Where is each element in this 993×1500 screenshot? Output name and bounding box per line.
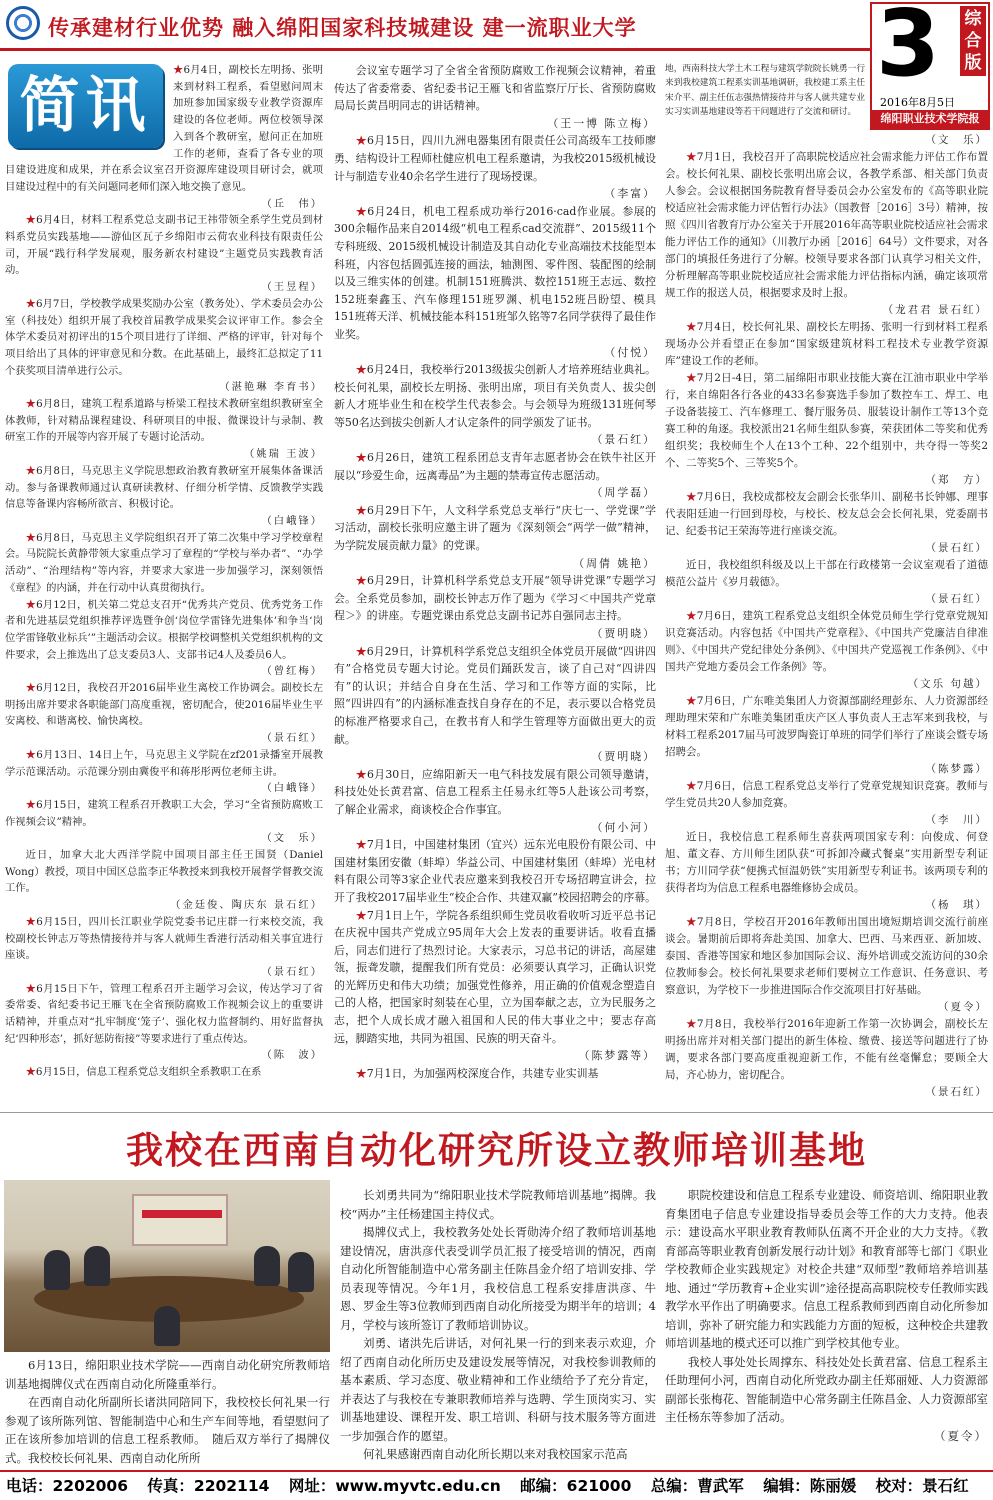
feature-photo xyxy=(4,1180,330,1352)
feature-column-3 xyxy=(665,1186,988,1466)
news-byline: （景石红） xyxy=(261,965,323,978)
news-byline: （白峨锋） xyxy=(261,514,323,527)
news-item: ★6月29日，计算机科学系党总支组织全体党员开展做“四讲四有”合格党员专题大讨论。党员们踊跃发言，谈了自己对“四讲四有”的认识；并结合自身在生活、学习和工作等方面的实际，比照“四讲四有”的内涵标准查找自身存在的不足，表示要以合格党员的标准严格要求自己，在教书育人和学生管理等方面做出更大的贡献。 xyxy=(334,644,656,746)
news-item: ★7月4日，校长何礼果、副校长左明扬、张明一行到材料工程系现场办公并看望正在参加“国家级建筑材料工程技术专业教学资源库”建设工作的老师。 xyxy=(665,321,988,367)
news-item: ★7月8日，学校召开2016年教师出国出境短期培训交流行前座谈会。暑期前后即将奔赴美国、加拿大、巴西、马来西亚、新加坡、泰国、香港等国家和地区参加国际会议、海外培训或交流访问的30余位教师参会。校长何礼果要求老师们要树立工作意识、任务意识、考察意识，为学校下一步推进国际合作交流项目打好基础。 xyxy=(665,916,988,996)
news-item: ★6月13日、14日上午，马克思主义学院在zf201录播室开展教学示范课活动。示范课分别由冀俊平和蒋彤彤两位老师主讲。 xyxy=(5,748,323,778)
news-item: ★6月15日，四川长江职业学院党委书记庄群一行来校交流，我校副校长钟志万等热情接待并与客人就师生香港行活动相关事宜进行座谈。 xyxy=(5,915,323,962)
news-byline: （景石红） xyxy=(591,433,656,447)
news-byline: （贾明晓） xyxy=(591,750,656,764)
news-byline: （李 川） xyxy=(925,814,988,826)
news-item: ★7月1日，中国建材集团（宜兴）远东光电股份有限公司、中国建材集团安徽（蚌埠）华益公司、中国建材集团（蚌埠）光电材料有限公司等3家企业代表应邀来到我校召开专场招聘宣讲会，拉开了我校2017届毕业生“校企合作、共建双赢”校园招聘会的序幕。 xyxy=(334,838,657,904)
news-item: ★6月15日，四川九洲电器集团有限责任公司高级车工技师廖勇、结构设计工程师杜健应机电工程系邀请，为我校2015级机械设计与制造专业40余名学生进行了现场授课。 xyxy=(334,134,656,183)
footer-zip: 邮编：621000 xyxy=(520,1477,632,1495)
star-icon: ★ xyxy=(25,598,37,611)
feature-paragraph: 我校人事处处长周撑东、科技处处长黄君富、信息工程系主任助理何小河，西南自动化所党政办副主任郑丽娅、人力资源部副部长张梅花、智能制造中心常务副主任陈昌金、人力资源部室主任杨东等参加了活动。 xyxy=(665,1354,988,1424)
news-item: ★6月8日，建筑工程系道路与桥梁工程技术教研室组织教研室全体教师，针对精品课程建设、科研项目的申报、微课设计与录制、教研室工作的开展等内容开展了专题讨论活动。 xyxy=(5,398,324,444)
masthead xyxy=(0,0,993,58)
star-icon: ★ xyxy=(686,780,697,792)
issue-number: 3 xyxy=(876,0,941,97)
news-byline: （郑 方） xyxy=(925,474,988,486)
news-item: ★7月8日，我校举行2016年迎新工作第一次协调会，副校长左明扬出席并对相关部门提出的新生体检、缴费、接送等问题进行了协调，要求各部门要高度重视迎新工作，不能有丝毫懈怠；要顾全大局，齐心协力，密切配合。 xyxy=(665,1018,988,1081)
section-tag: 综合版 xyxy=(960,6,986,76)
news-byline: （贾明晓） xyxy=(591,627,656,640)
star-icon: ★ xyxy=(686,695,697,707)
news-byline: （白峨锋） xyxy=(261,782,323,795)
footer-editor: 编辑：陈丽媛 xyxy=(763,1477,857,1495)
news-item: ★6月15日，建筑工程系召开教职工大会，学习“全省预防腐败工作视频会议”精神。 xyxy=(5,798,323,828)
news-column-3-top: 地，西南科技大学土木工程与建筑学院院长姚勇一行来到我校建筑工程系实训基地调研，我校建工系主任宋介平、副主任伍志强热情接待并与客人就共建专业实习实训基地建设等若干问题进行了交流和研讨。 xyxy=(665,64,865,117)
news-item: 会议室专题学习了全省全省预防腐败工作视频会议精神，着重传达了省委常委、省纪委书记王雁飞和省监察厅厅长、省预防腐败局局长黄昌明同志的讲话精神。 xyxy=(334,64,656,113)
news-byline: （陈梦露） xyxy=(925,763,988,775)
news-item: ★6月24日，我校举行2013级拔尖创新人才培养班结业典礼。校长何礼果，副校长左明扬、张明出席，项目有关负责人、拔尖创新人才班毕业生和在校学生代表参会。与会领导为班级131班何琴等50名达到拔尖创新人才认定条件的同学颁发了证书。 xyxy=(334,363,656,429)
news-item: ★7月1日，我校召开了高职院校适应社会需求能力评估工作布置会。校长何礼果、副校长张明出席会议，各教学系部、相关部门负责人参会。会议根据国务院教育督导委员会办公室发布的《高等职业院校适应社会需求能力评估暂行办法》（国教督［2016］3号）精神，按照《四川省教育厅办公室关于开展2016年高等职业院校适应社会需求能力评估工作的通知》（川教厅办函［2016］64号）文件要求，对各部门的填报任务进行了分解。校领导要求各部门认真学习相关文件，分析理解高等职业院校适应社会需求能力评估指标内涵，确定该项常规工作的报送人员，根据要求及时上报。 xyxy=(665,151,988,299)
news-item: ★6月8日，马克思主义学院组织召开了第二次集中学习学校章程会。马院院长黄静带领大家重点学习了章程的“学校与举办者”、“办学活动”、“治理结构”等内容，并要求大家进一步加强学习，深刻领悟《章程》的内涵，并在行动中认真贯彻执行。 xyxy=(5,531,324,594)
footer-fax: 传真：2202114 xyxy=(147,1477,270,1495)
news-byline: （夏令） xyxy=(938,1001,988,1013)
footer-phone: 电话：2202006 xyxy=(6,1477,128,1495)
news-column-3 xyxy=(665,132,988,1108)
star-icon: ★ xyxy=(686,610,697,622)
section-divider xyxy=(0,1112,993,1113)
news-byline: （姚瑞 王波） xyxy=(243,448,323,461)
news-item: 近日，我校组织科级及以上干部在行政楼第一会议室观看了道德模范公益片《岁月载德》。 xyxy=(665,559,988,588)
star-icon: ★ xyxy=(25,798,37,811)
news-item: 近日，加拿大北大西洋学院中国项目部主任王国贤（Daniel Wong）教授，项目中国区总监李正华教授来到我校开展督学督教交流工作。 xyxy=(5,849,323,895)
news-item: ★6月24日，机电工程系成功举行2016·cad作业展。参展的300余幅作品来自2014级“机电工程系cad交流群”、2015级11个专科班级、2015级机械设计制造及其自动化专业高端技术技能型本科班，内容包括圆弧连接的画法，轴测图、零件图、装配图的绘制以及三维实体的创建。机制151班腾洪、数控151班王志远、数控152班秦鑫玉、汽车修理151班罗渊、机电152班吕盼望、模具151班蒋天洋、机械技能本科151班邹久铭等7名同学获得了最佳作业奖。 xyxy=(334,204,656,341)
projection-screen xyxy=(132,1194,228,1246)
footer-proofreader: 校对：景石红 xyxy=(875,1477,969,1495)
star-icon: ★ xyxy=(686,151,697,163)
news-byline: （王昱程） xyxy=(261,281,323,294)
news-item: ★6月4日，材料工程系党总支副书记王祎带领全系学生党员到材料系党员实践基地——游仙区瓦子乡绵阳市云荷农业科技有限责任公司，开展“践行科学发展观，服务新农村建设”主题党员实践教育活动。 xyxy=(5,214,324,277)
news-byline: （周学磊） xyxy=(591,486,656,500)
footer xyxy=(0,1470,993,1500)
news-byline: （文 乐） xyxy=(261,832,323,845)
news-item: ★6月12日，机关第二党总支召开“优秀共产党员、优秀党务工作者和先进基层党组织推荐评选暨争创‘岗位学雷锋先进集体’和争当‘岗位学雷锋敬业标兵’”主题活动会议。根据学校调整机关党组织机构的文件要求，会上推选出了总支委员3人、支部书记4人及委员6人。 xyxy=(5,598,323,661)
star-icon: ★ xyxy=(686,1018,697,1030)
news-byline: （付悦） xyxy=(604,345,656,359)
news-byline: （景石红） xyxy=(925,1086,988,1098)
news-item: ★6月12日，我校召开2016届毕业生离校工作协调会。副校长左明扬出席并要求各职能部门高度重视，密切配合，使2016届毕业生平安离校、和谐离校、愉快离校。 xyxy=(5,682,323,728)
star-icon: ★ xyxy=(686,491,697,503)
school-logo-icon xyxy=(6,6,40,40)
feature-paragraph: 刘勇、诸洪先后讲话，对何礼果一行的到来表示欢迎，介绍了西南自动化所历史及建设发展等情况，对我校参训教师的基本素质、学习态度、敬业精神和工作业绩给予了充分肯定，并表达了与我校在专兼职教师培养与选聘、学生顶岗实习、实训基地建设、课程开发、职工培训、科研与技术服务等方面进一步加强合作的愿望。 xyxy=(340,1336,656,1443)
issue-box xyxy=(870,2,990,130)
star-icon: ★ xyxy=(25,398,37,411)
feature-headline: 我校在西南自动化研究所设立教师培训基地 xyxy=(126,1128,867,1172)
news-item: ★6月7日，学校教学成果奖励办公室（教务处）、学术委员会办公室（科技处）组织开展了我校首届教学成果奖会议评审工作。参会全体学术委员对初评出的15个项目进行了详细、严格的评审，针对每个项目给出了具体的评审意见和分数。在此基础上，最终汇总拟定了11个获奖项目清单进行公示。 xyxy=(5,297,324,377)
news-column-1 xyxy=(5,62,323,1108)
news-item: ★7月1日，为加强两校深度合作，共建专业实训基 xyxy=(355,1066,599,1080)
news-item: ★7月6日，信息工程系党总支举行了党章党规知识竞赛。教师与学生党员共20人参加竞赛。 xyxy=(665,780,988,809)
news-byline: （文乐 句越） xyxy=(907,678,988,690)
star-icon: ★ xyxy=(355,134,367,148)
star-icon: ★ xyxy=(355,363,367,377)
star-icon: ★ xyxy=(25,915,37,928)
footer-chief-editor: 总编：曹武军 xyxy=(650,1477,744,1495)
star-icon: ★ xyxy=(355,767,367,781)
news-byline: （金廷俊、陶庆东 景石红） xyxy=(170,899,323,912)
news-item: ★7月1日上午，学院各系组织师生党员收看收听习近平总书记在庆祝中国共产党成立95周年大会上发表的重要讲话。收看直播后，同志们进行了热烈讨论。大家表示，习总书记的讲话，高屋建瓴，振聋发聩，提醒我们所有党员：必须要认真学习，正确认识党的光辉历史和伟大功绩；加强党性修养，用正确的价值观念塑造自己的人格，把国家时刻装在心里，立为国奉献之志，立为民服务之志，把个人成长成才融入祖国和人民的伟大事业之中；要志存高远，脚踏实地，共同为祖国、民族的明天奋斗。 xyxy=(334,908,656,1045)
news-item: ★7月6日，建筑工程系党总支组织全体党员师生学行党章党规知识竞赛活动。内容包括《中国共产党章程》、《中国共产党廉洁自律准则》、《中国共产党纪律处分条例》、《中国共产党巡视工作条例》、《中国共产党地方委员会工作条例》等。 xyxy=(665,610,988,673)
star-icon: ★ xyxy=(25,297,36,310)
news-byline: （何小河） xyxy=(591,820,656,834)
footer-web[interactable]: 网址：www.myvtc.edu.cn xyxy=(288,1477,501,1495)
news-item: ★7月6日，广东唯美集团人力资源部副经理彭东、人力资源部经理助理宋荣和广东唯美集团重庆产区人事负责人王志军来到我校，与材料工程系2017届马可波罗陶瓷订单班的同学们举行了座谈会暨专场招聘会。 xyxy=(665,695,988,758)
news-byline: （王一博 陈立梅） xyxy=(547,116,656,130)
star-icon: ★ xyxy=(355,503,367,517)
news-byline: （景石红） xyxy=(261,732,323,745)
news-item: ★6月4日，副校长左明扬、张明来到材料工程系，看望慰问周末加班参加国家级专业教学资源库建设的各位老师。两位校领导深入到各个教研室，慰问正在加班工作的老师，查看了各专业的项目建设进度和成果，并在系会议室召开资源库建设项目研讨会，就项目建设过程中的有关问题同老师们深入地交换了意见。 xyxy=(5,64,323,193)
star-icon: ★ xyxy=(25,982,37,995)
feature-paragraph: 长刘勇共同为“绵阳职业技术学院教师培训基地”揭牌。我校“两办”主任杨建国主持仪式。 xyxy=(340,1188,656,1221)
star-icon: ★ xyxy=(686,321,697,333)
news-byline: （陈梦露等） xyxy=(578,1049,656,1063)
news-item: ★6月26日，建筑工程系团总支青年志愿者协会在铁牛社区开展以“珍爱生命，远离毒品”为主题的禁毒宣传志愿活动。 xyxy=(334,451,656,482)
star-icon: ★ xyxy=(25,1066,36,1079)
news-item: ★6月15日，信息工程系党总支组织全系教职工在系 xyxy=(25,1066,262,1079)
feature-paragraph: 职院校建设和信息工程系专业建设、师资培训、绵阳职业教育集团电子信息专业建设指导委员会等工作的大力支持。他表示：建设高水平职业教育教师队伍离不开企业的大力支持。《教育部高等职业教育创新发展行动计划》和教育部等七部门《职业学校教师企业实践规定》对校企共建“双师型”教师培养培训基地、通过“学历教育+企业实训”途径提高高职院校专任教师实践教学水平作出了明确要求。信息工程系教师到西南自动化所参加培训，弥补了研究能力和实践能力方面的短板，这种校企共建教师培训基地的模式还可以推广到学校其他专业。 xyxy=(665,1188,988,1350)
masthead-slogan: 传承建材行业优势 融入绵阳国家科技城建设 建一流职业大学 xyxy=(48,16,637,40)
star-icon: ★ xyxy=(355,451,367,465)
news-item: ★6月15日下午，管理工程系召开主题学习会议，传达学习了省委常委、省纪委书记王雁飞在全省预防腐败工作视频会议上的重要讲话精神，并重点对“扎牢制度‘笼子’、强化权力监督制约、用好监督执纪‘四种形态’，抓好惩防衔接”等要求进行了重点传达。 xyxy=(5,982,323,1045)
news-byline: （杨 琪） xyxy=(925,899,988,911)
news-byline: （曾红梅） xyxy=(261,665,323,678)
news-byline: （陈 波） xyxy=(261,1049,323,1062)
masthead-rule xyxy=(0,48,870,51)
feature-column-2 xyxy=(340,1186,656,1466)
star-icon: ★ xyxy=(686,916,697,928)
news-byline: （景石红） xyxy=(925,542,988,554)
star-icon: ★ xyxy=(25,464,37,477)
star-icon: ★ xyxy=(355,838,367,852)
news-byline: （龙君君 景石红） xyxy=(882,304,988,316)
star-icon: ★ xyxy=(355,574,367,588)
news-item: ★6月29日下午，人文科学系党总支举行“庆七一、学党课”学习活动，副校长张明应邀主讲了题为《深刻领会“两学一做”精神，为学院发展贡献力量》的党课。 xyxy=(334,503,656,553)
feature-paragraph: 在西南自动化所副所长诸洪同陪同下，我校校长何礼果一行参观了该所陈列馆、智能制造中心和生产车间等地，看望慰问了正在该所参加培训的信息工程系教师。 随后双方举行了揭牌仪式。我校校长何礼果、西南自动化所所 xyxy=(5,1395,330,1465)
photo-caption: 6月13日，绵阳职业技术学院——西南自动化研究所教师培训基地揭牌仪式在西南自动化所隆重举行。 xyxy=(5,1358,330,1391)
feature-byline: （夏令） xyxy=(934,1428,988,1443)
news-byline: （李富） xyxy=(604,187,656,201)
column-title-badge: 简讯 xyxy=(8,64,163,148)
issue-date: 2016年8月5日 xyxy=(880,96,955,109)
news-byline: （周倩 姚艳） xyxy=(573,556,656,570)
title-float-space xyxy=(5,60,167,152)
news-byline: （湛艳琳 李育书） xyxy=(219,381,323,394)
star-icon: ★ xyxy=(25,682,37,695)
star-icon: ★ xyxy=(355,908,367,922)
star-icon: ★ xyxy=(355,1066,367,1080)
news-byline: （丘 伟） xyxy=(261,197,323,210)
news-item: ★7月2日-4日，第二届绵阳市职业技能大赛在江油市职业中学举行，来自绵阳各行各业的433名参赛选手参加了数控车工、焊工、电子设备装接工、汽车修理工、餐厅服务员、服装设计制作工等13个竞赛工种的角逐。我校派出21名师生组队参赛，荣获团体二等奖和优秀组织奖；我校师生个人在13个工种、22个组别中，共夺得一等奖2个、二等奖5个、三等奖5个。 xyxy=(665,372,989,469)
news-item: ★6月8日，马克思主义学院思想政治教育教研室开展集体备课活动。参与备课教师通过认真研读教材、仔细分析学情、反馈教学实践信息等备课内容畅所欲言、积极讨论。 xyxy=(5,464,324,511)
news-item: 近日，我校信息工程系师生喜获两项国家专利：向俊成、何登旭、董文春、方川师生团队获“可拆卸冷藏式餐桌”实用新型专利证书；方川同学获“便携式恒温奶铁”实用新型专利证书。该两项专利的获得者均为信息工程系电器维修协会成员。 xyxy=(665,831,988,894)
star-icon: ★ xyxy=(25,214,37,227)
feature-column-1 xyxy=(5,1356,330,1466)
news-byline: （景石红） xyxy=(925,593,988,605)
feature-paragraph: 揭牌仪式上，我校教务处处长胥勋涛介绍了教师培训基地建设情况，唐洪彦代表受训学员汇报了接受培训的情况，西南自动化所智能制造中心常务副主任陈昌金介绍了培训安排、学员表现等情况。今年1月，我校信息工程系安排唐洪彦、牛恩、罗金生等3位教师到西南自动化所接受为期半年的培训；4月，学校与该所签订了教师培训协议。 xyxy=(340,1225,656,1332)
star-icon: ★ xyxy=(686,372,697,384)
star-icon: ★ xyxy=(355,204,368,218)
news-column-2 xyxy=(334,62,656,1108)
paper-name: 绵阳职业技术学院报 xyxy=(872,110,988,128)
star-icon: ★ xyxy=(25,748,37,761)
star-icon: ★ xyxy=(355,644,367,658)
news-item: ★6月29日，计算机科学系党总支开展“领导讲党课”专题学习会。全系党员参加，副校长钟志万作了题为《学习＜中国共产党章程＞》的讲座。专题党课由系党总支副书记苏自强同志主持。 xyxy=(334,574,656,623)
news-item: ★6月30日，应绵阳新天一电气科技发展有限公司领导邀请，科技处处长黄君富、信息工程系主任易永红等5人赴该公司考察，了解企业需求，商谈校企合作事宜。 xyxy=(334,767,656,816)
news-item: ★7月6日，我校成都校友会副会长张华川、副秘书长钟娜、理事代表阳廷迪一行回到母校，与校长、校友总会会长何礼果，党委副书记、纪委书记王荣海等进行座谈交流。 xyxy=(665,491,988,537)
news-byline: （文 乐） xyxy=(925,134,988,146)
feature-paragraph: 何礼果感谢西南自动化所长期以来对我校国家示范高 xyxy=(363,1447,628,1461)
star-icon: ★ xyxy=(173,64,184,76)
star-icon: ★ xyxy=(25,531,37,544)
